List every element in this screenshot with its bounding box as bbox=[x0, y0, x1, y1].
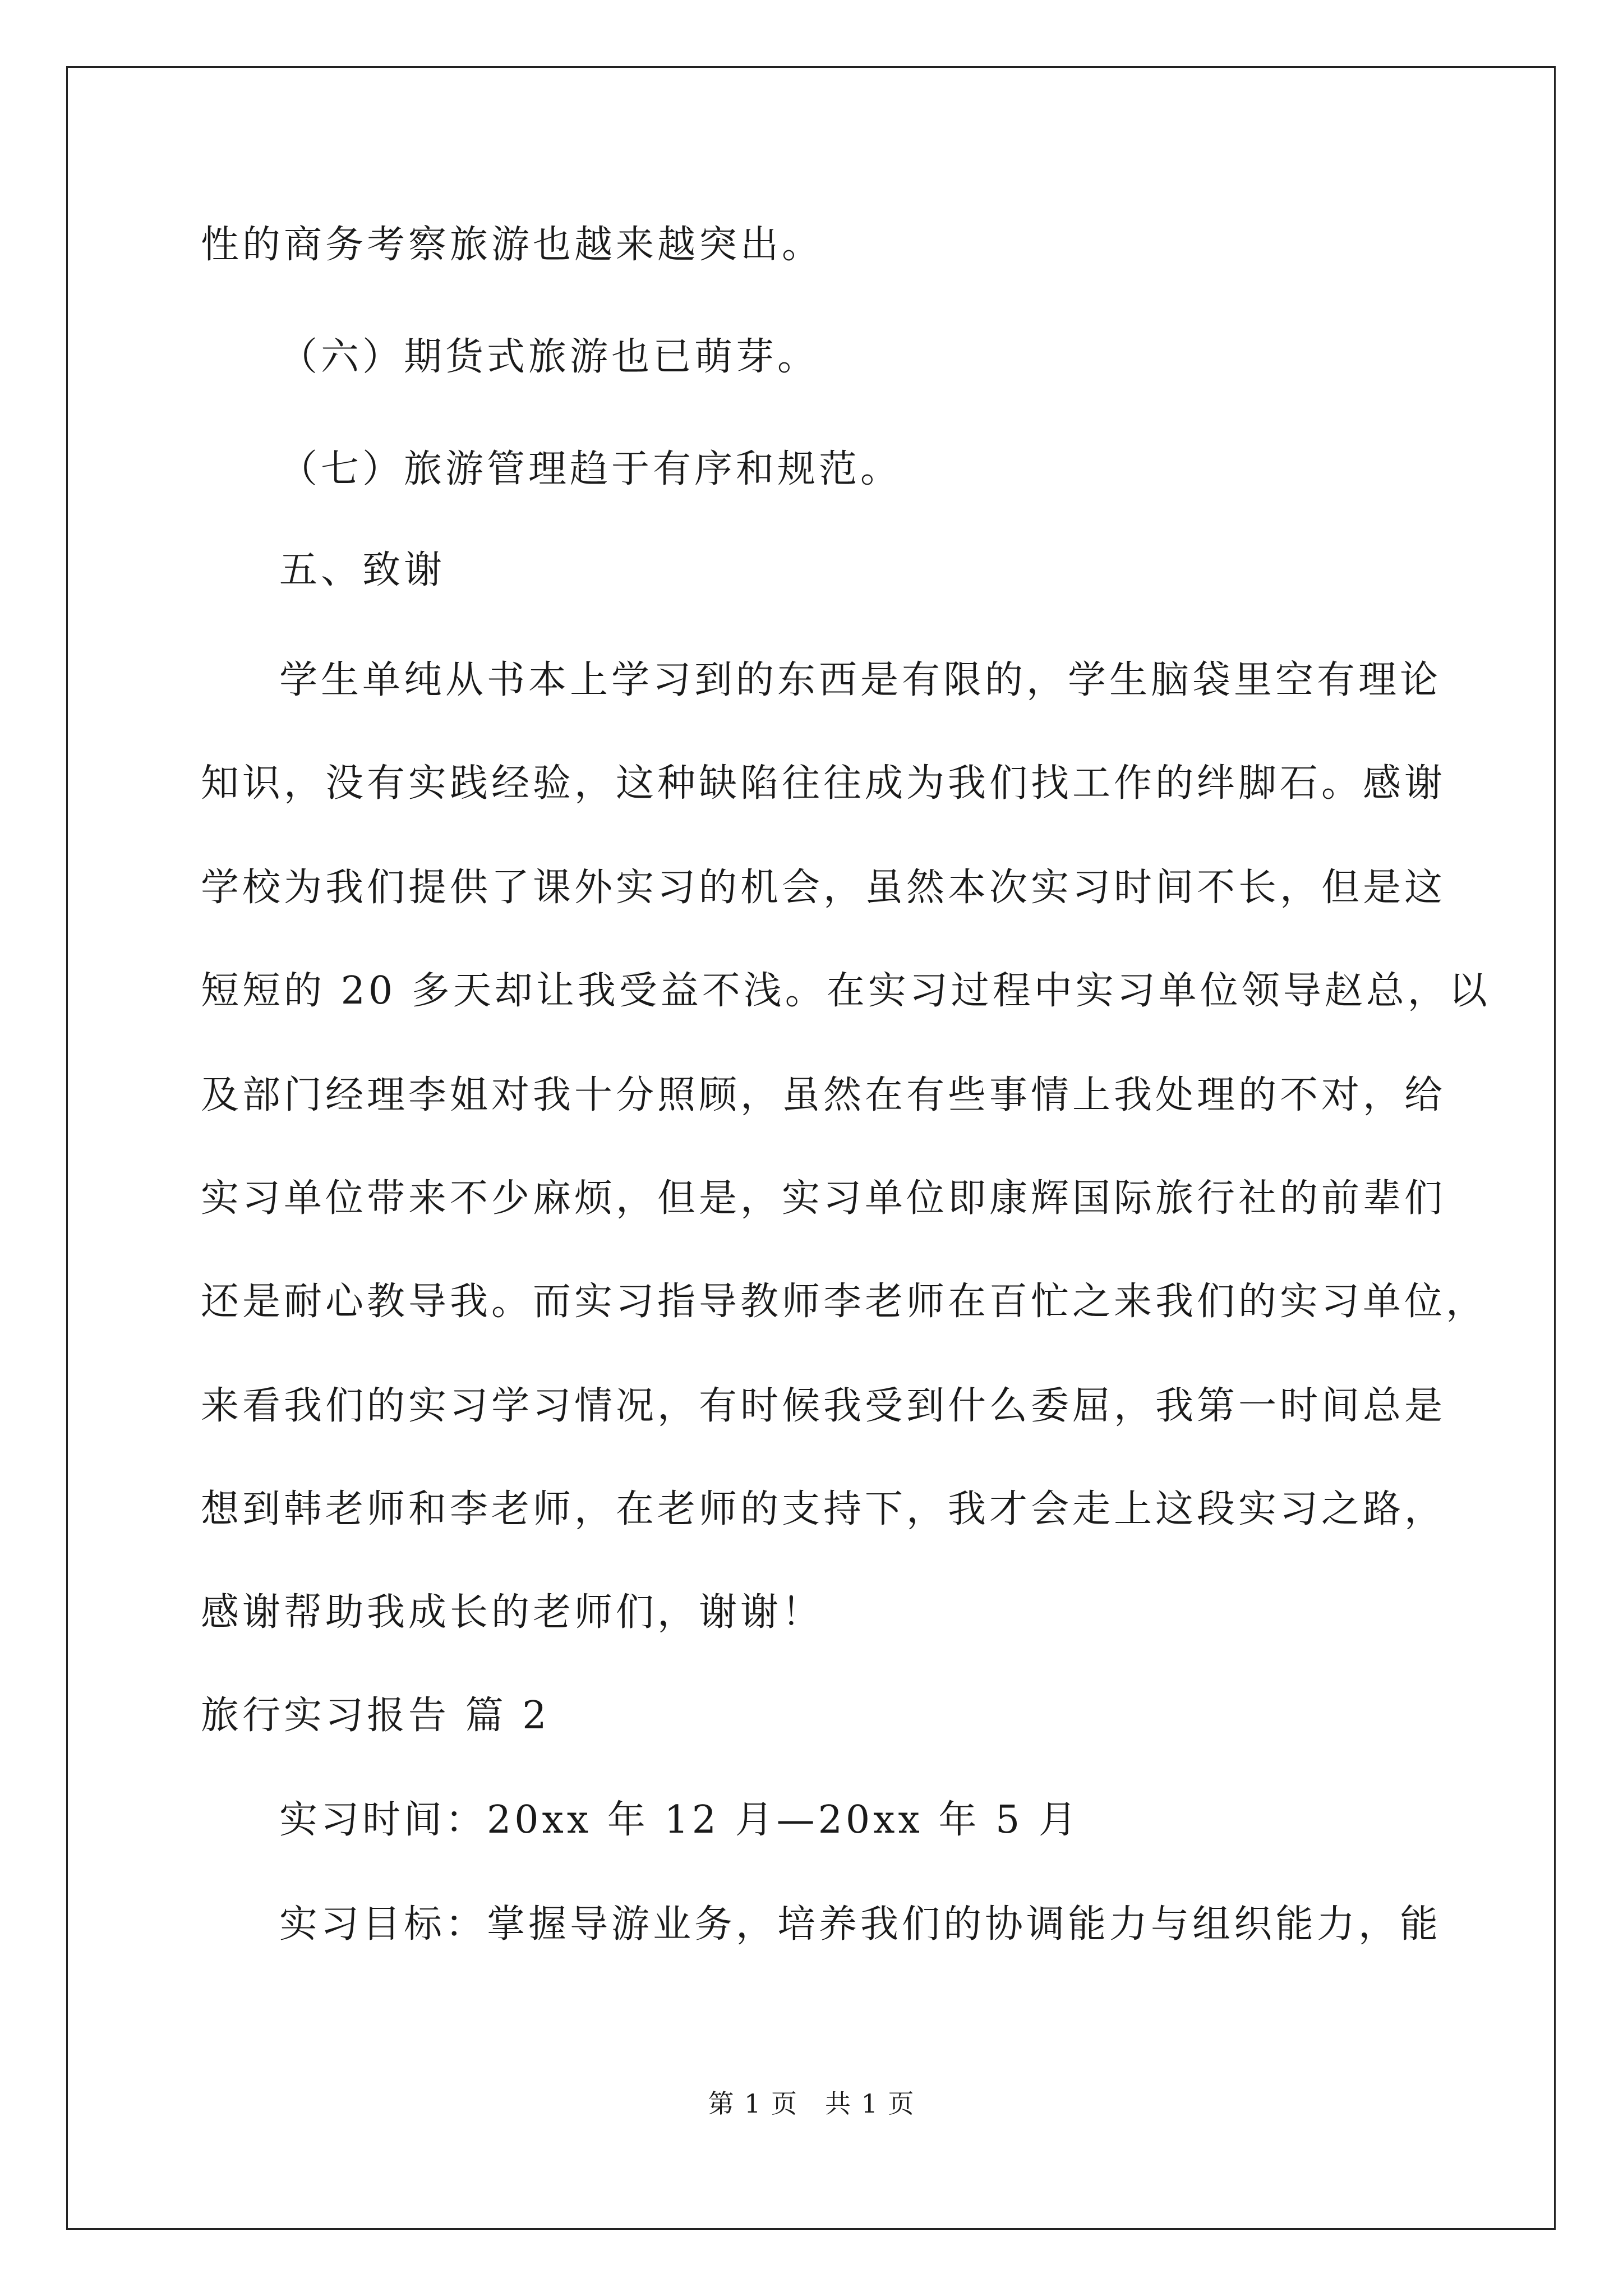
page-footer: 第 1 页 共 1 页 bbox=[708, 2088, 915, 2119]
paragraph-line: 学校为我们提供了课外实习的机会，虽然本次实习时间不长，但是这 bbox=[201, 866, 1446, 910]
paragraph-line: 及部门经理李姐对我十分照顾，虽然在有些事情上我处理的不对，给 bbox=[201, 1073, 1446, 1117]
paragraph-line: 性的商务考察旅游也越来越突出。 bbox=[201, 223, 824, 267]
paragraph-line: 知识，没有实践经验，这种缺陷往往成为我们找工作的绊脚石。感谢 bbox=[201, 761, 1446, 806]
paragraph-line: 还是耐心教导我。而实习指导教师李老师在百忙之来我们的实习单位， bbox=[201, 1280, 1488, 1324]
paragraph-line: 感谢帮助我成长的老师们，谢谢！ bbox=[201, 1590, 824, 1635]
paragraph-line: 实习单位带来不少麻烦，但是，实习单位即康辉国际旅行社的前辈们 bbox=[201, 1176, 1446, 1221]
internship-goal-line: 实习目标：掌握导游业务，培养我们的协调能力与组织能力，能 bbox=[279, 1902, 1442, 1947]
paragraph-line: 想到韩老师和李老师，在老师的支持下，我才会走上这段实习之路， bbox=[201, 1487, 1446, 1531]
paragraph-line: 来看我们的实习学习情况，有时候我受到什么委屈，我第一时间总是 bbox=[201, 1384, 1446, 1428]
section-title-report-2: 旅行实习报告 篇 2 bbox=[201, 1694, 550, 1738]
paragraph-line: 学生单纯从书本上学习到的东西是有限的，学生脑袋里空有理论 bbox=[279, 658, 1442, 702]
section-heading-thanks: 五、致谢 bbox=[279, 548, 446, 592]
list-item-six: （六）期货式旅游也已萌芽。 bbox=[279, 335, 819, 379]
internship-time-line: 实习时间：20xx 年 12 月—20xx 年 5 月 bbox=[279, 1798, 1080, 1842]
list-item-seven: （七）旅游管理趋于有序和规范。 bbox=[279, 447, 902, 491]
paragraph-line: 短短的 20 多天却让我受益不浅。在实习过程中实习单位领导赵总，以 bbox=[201, 969, 1491, 1013]
